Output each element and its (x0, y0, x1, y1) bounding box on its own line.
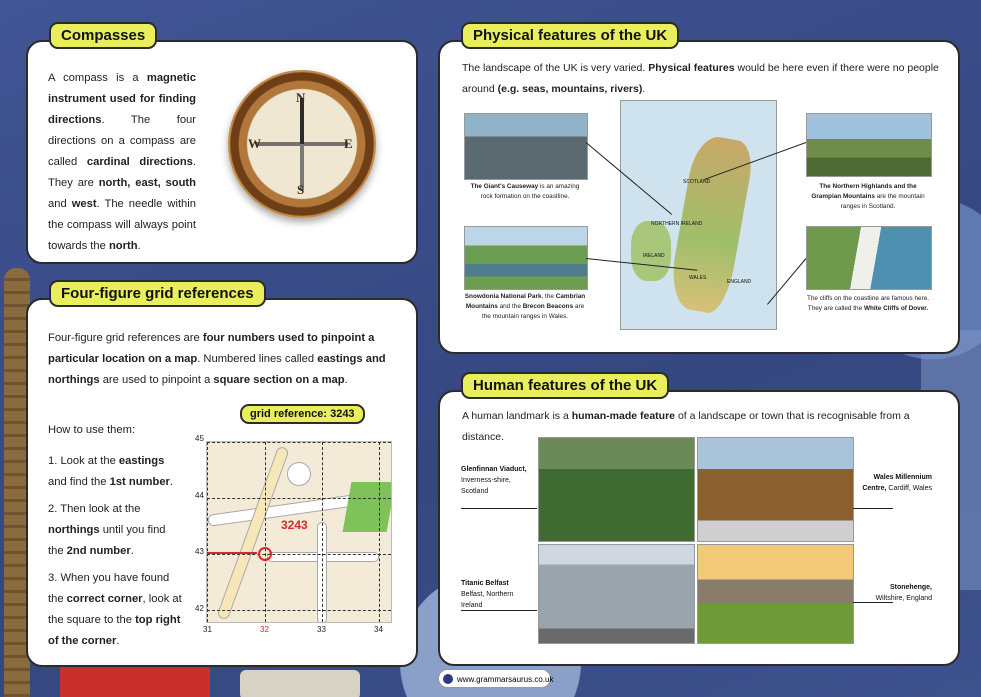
grid-step-2 (48, 499, 184, 562)
northing-44: 44 (195, 491, 204, 500)
grid-intro-1: Four-figure grid references are (48, 332, 200, 344)
compasses-text (48, 68, 196, 257)
highlands-caption-a: The (819, 183, 831, 190)
compasses-title: Compasses (49, 22, 157, 49)
map-label-ireland: IRELAND (643, 253, 665, 259)
physical-title: Physical features of the UK (461, 22, 679, 49)
grid-step-3c: , look at the square to the (48, 593, 182, 626)
grid-intro-2: . Numbered lines called (197, 353, 315, 365)
snowdonia-caption-c: , the (541, 293, 554, 300)
glenfinnan-label (461, 464, 531, 497)
grammarsaurus-logo-icon (443, 674, 453, 684)
map-square-label: 3243 (281, 518, 308, 532)
giants-caption-text: is an amazing rock formation on the coastline. (480, 183, 580, 200)
snowdonia-caption-f: Brecon Beacons (522, 303, 574, 310)
easting-line (265, 442, 266, 622)
compasses-text-6: . (137, 240, 141, 252)
stonehenge-label-b: Stonehenge, (889, 584, 932, 591)
glenfinnan-label-b: Glenfinnan Viaduct, (461, 466, 527, 473)
grid-step-1c: and find the (48, 476, 107, 488)
grid-intro-3: are used to pinpoint a (102, 374, 211, 386)
snowdonia-caption (464, 292, 586, 322)
grid-steps (48, 420, 184, 652)
compass-e: E (344, 136, 353, 151)
highlands-caption-c: and the (893, 183, 917, 190)
map-label-ni: NORTHERN IRELAND (651, 221, 703, 227)
compass-s: S (297, 182, 305, 197)
compass-n: N (296, 90, 306, 105)
snowdonia-photo (464, 226, 588, 290)
car-illustration (240, 670, 360, 697)
map-road (216, 445, 290, 620)
map-label-scotland: SCOTLAND (683, 179, 711, 185)
northing-43: 43 (195, 547, 204, 556)
wales-centre-label-b: Wales Millennium Centre, (862, 474, 932, 492)
compasses-text-5: . The needle within the compass will always point towards the (48, 198, 196, 252)
snowdonia-caption-e: and the (499, 303, 521, 310)
connector-line (461, 508, 537, 509)
easting-32: 32 (260, 625, 269, 634)
northing-line (207, 442, 391, 443)
grid-step-1d: 1st number (109, 476, 170, 488)
uk-map (620, 100, 777, 330)
northing-line (207, 498, 391, 499)
dover-caption-a: The cliffs on the coastline are famous here. They are called the (806, 295, 930, 312)
grid-step-2e: . (130, 545, 134, 557)
human-intro-1: A human landmark is a (462, 410, 569, 422)
grid-step-3d: top right of the corner (48, 614, 181, 647)
northing-line (207, 610, 391, 611)
compasses-text-2b: cardinal directions (86, 156, 193, 168)
grid-step-2d: 2nd number (66, 545, 131, 557)
snowdonia-caption-g: are the mountain ranges in Wales. (481, 303, 585, 320)
human-intro-2: of a landscape or town that is recognisable from a distance. (462, 410, 910, 443)
dover-caption-b: White Cliffs of Dover. (863, 305, 929, 312)
physical-intro-1: The landscape of the UK is very varied. (462, 62, 646, 74)
titanic-label (461, 578, 531, 611)
map-park (343, 482, 392, 532)
human-intro-1b: human-made feature (571, 410, 676, 422)
dover-photo (806, 226, 932, 290)
connector-line (461, 610, 537, 611)
highlands-caption-e: are the mountain ranges in Scotland. (840, 193, 925, 210)
grid-step-3 (48, 568, 184, 652)
grid-step-2a: 2. Then look at the (48, 503, 141, 515)
stonehenge-label-text: Wiltshire, England (875, 595, 932, 602)
connector-line (853, 602, 893, 603)
compasses-text-3b: north, east, south (98, 177, 196, 189)
highlands-caption (806, 182, 930, 212)
highlands-photo (806, 113, 932, 177)
titanic-belfast-photo (538, 544, 695, 644)
grid-step-3e: . (116, 635, 120, 647)
grid-title: Four-figure grid references (49, 280, 266, 307)
physical-intro (462, 58, 942, 100)
compasses-text-3: . They are (48, 156, 196, 189)
physical-intro-1b: Physical features (648, 62, 735, 74)
map-corner-marker (258, 547, 272, 561)
stonehenge-label (862, 582, 932, 604)
physical-intro-2b: (e.g. seas, mountains, rivers) (497, 83, 643, 95)
grid-step-3a: 3. When you have found the (48, 572, 170, 605)
giants-causeway-photo (464, 113, 588, 180)
bus-illustration (60, 664, 210, 697)
wales-centre-label-text: Cardiff, Wales (888, 485, 932, 492)
grid-step-1 (48, 451, 184, 493)
northing-45: 45 (195, 434, 204, 443)
compass-needle (300, 98, 304, 190)
grid-intro (48, 328, 398, 391)
grid-step-3b: correct corner (66, 593, 143, 605)
compasses-text-4b: west (71, 198, 97, 210)
physical-intro-3: . (642, 83, 646, 95)
snowdonia-caption-b: Snowdonia National Park (464, 293, 542, 300)
easting-33: 33 (317, 625, 326, 634)
giants-caption (464, 182, 586, 202)
stonehenge-photo (697, 544, 854, 644)
compasses-text-1: A compass is a (48, 72, 139, 84)
easting-line (207, 442, 208, 622)
grid-how: How to use them: (48, 424, 136, 436)
grid-step-1e: . (169, 476, 174, 488)
grid-intro-2b: eastings and northings (48, 353, 386, 386)
grid-step-2b: northings (48, 524, 100, 536)
compasses-text-2: . The four directions on a compass are called (48, 114, 196, 168)
connector-line (853, 508, 893, 509)
compass-image (228, 70, 376, 218)
giants-caption-b: The Giant's Causeway (470, 183, 539, 190)
grid-intro-1b: four numbers used to pinpoint a particular location on a map (48, 332, 375, 365)
titanic-label-b: Titanic Belfast (461, 580, 509, 587)
grid-step-2c: until you find the (48, 524, 166, 557)
compasses-text-1b: magnetic instrument used for finding directions (48, 72, 196, 126)
grid-intro-3b: square section on a map (213, 374, 345, 386)
grid-map (206, 441, 392, 623)
grid-reference-badge: grid reference: 3243 (240, 404, 365, 424)
grid-step-1a: 1. Look at the (48, 455, 116, 467)
wales-millennium-photo (697, 437, 854, 542)
grid-step-1b: eastings (118, 455, 165, 467)
map-arrow (207, 552, 257, 554)
map-label-wales: WALES (689, 275, 707, 281)
map-road (287, 462, 311, 486)
highlands-caption-b: Northern Highlands (832, 183, 893, 190)
glenfinnan-label-text: Inverness-shire, Scotland (461, 477, 511, 495)
easting-31: 31 (203, 625, 212, 634)
footer-url-text: www.grammarsaurus.co.uk (457, 675, 554, 684)
northing-line (207, 554, 391, 555)
northing-42: 42 (195, 604, 204, 613)
highlands-caption-d: Grampian Mountains (811, 193, 875, 200)
easting-line (379, 442, 380, 622)
glenfinnan-photo (538, 437, 695, 542)
map-label-england: ENGLAND (727, 279, 752, 285)
compass-w: W (248, 136, 261, 151)
compasses-text-5b: north (108, 240, 138, 252)
titanic-label-text: Belfast, Northern Ireland (461, 591, 514, 609)
compasses-text-4: and (48, 198, 67, 210)
wales-centre-label (862, 472, 932, 494)
physical-intro-2: would be here even if there were no people around (462, 62, 939, 95)
easting-34: 34 (374, 625, 383, 634)
easting-line (322, 442, 323, 622)
grid-intro-4: . (344, 374, 348, 386)
snowdonia-caption-d: Cambrian Mountains (465, 293, 586, 310)
dover-caption (806, 294, 930, 314)
human-title: Human features of the UK (461, 372, 669, 399)
footer-url[interactable] (438, 669, 554, 688)
